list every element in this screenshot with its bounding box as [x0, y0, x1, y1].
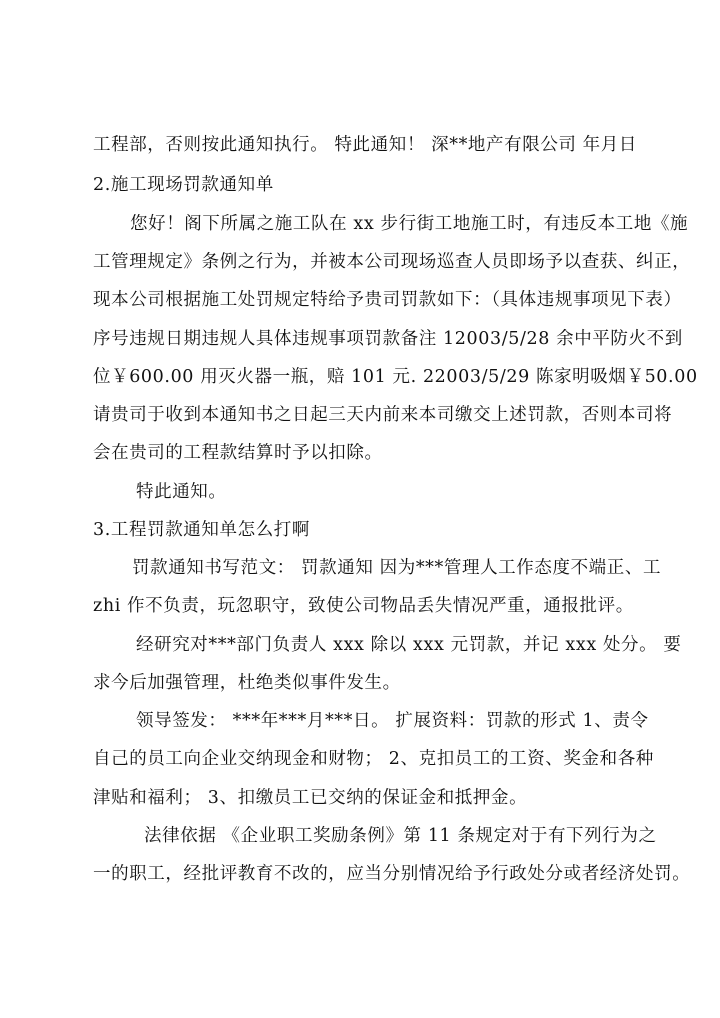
- text-line: 特此通知。: [136, 482, 227, 502]
- text-line: 序号违规日期违规人具体违规事项罚款备注 12003/5/28 余中平防火不到: [93, 329, 683, 349]
- text-line: 一的职工，经批评教育不改的，应当分别情况给予行政处分或者经济处罚。: [93, 864, 691, 884]
- text-line: 工管理规定》条例之行为，并被本公司现场巡查人员即场予以查获、纠正，: [93, 252, 691, 272]
- text-line: 罚款通知书写范文： 罚款通知 因为***管理人工作态度不端正、工: [132, 558, 662, 578]
- text-line: 现本公司根据施工处罚规定特给予贵司罚款如下：（具体违规事项见下表）: [93, 290, 682, 310]
- text-line: zhi 作不负责，玩忽职守，致使公司物品丢失情况严重，通报批评。: [93, 596, 634, 616]
- text-line: 工程部，否则按此通知执行。 特此通知！ 深**地产有限公司 年月日: [93, 135, 637, 155]
- text-line: 位￥600.00 用灭火器一瓶，赔 101 元. 22003/5/29 陈家明吸烟￥50.00: [93, 367, 698, 387]
- text-line: 您好！阁下所属之施工队在 xx 步行街工地施工时，有违反本工地《施: [130, 214, 689, 234]
- text-line: 会在贵司的工程款结算时予以扣除。: [93, 443, 383, 463]
- text-line: 自己的员工向企业交纳现金和财物； 2、克扣员工的工资、奖金和各种: [93, 749, 654, 769]
- text-line: 领导签发： ***年***月***日。 扩展资料：罚款的形式 1、责令: [136, 711, 649, 731]
- text-line: 经研究对***部门负责人 xxx 除以 xxx 元罚款，并记 xxx 处分。 要: [136, 635, 682, 655]
- text-line: 求今后加强管理，杜绝类似事件发生。: [93, 673, 401, 693]
- text-line: 法律依据 《企业职工奖励条例》第 11 条规定对于有下列行为之: [144, 826, 657, 846]
- text-line: 津贴和福利； 3、扣缴员工已交纳的保证金和抵押金。: [93, 788, 528, 808]
- section-heading: 3.工程罚款通知单怎么打啊: [93, 520, 310, 540]
- text-line: 请贵司于收到本通知书之日起三天内前来本司缴交上述罚款，否则本司将: [93, 405, 673, 425]
- section-heading: 2.施工现场罚款通知单: [93, 175, 274, 195]
